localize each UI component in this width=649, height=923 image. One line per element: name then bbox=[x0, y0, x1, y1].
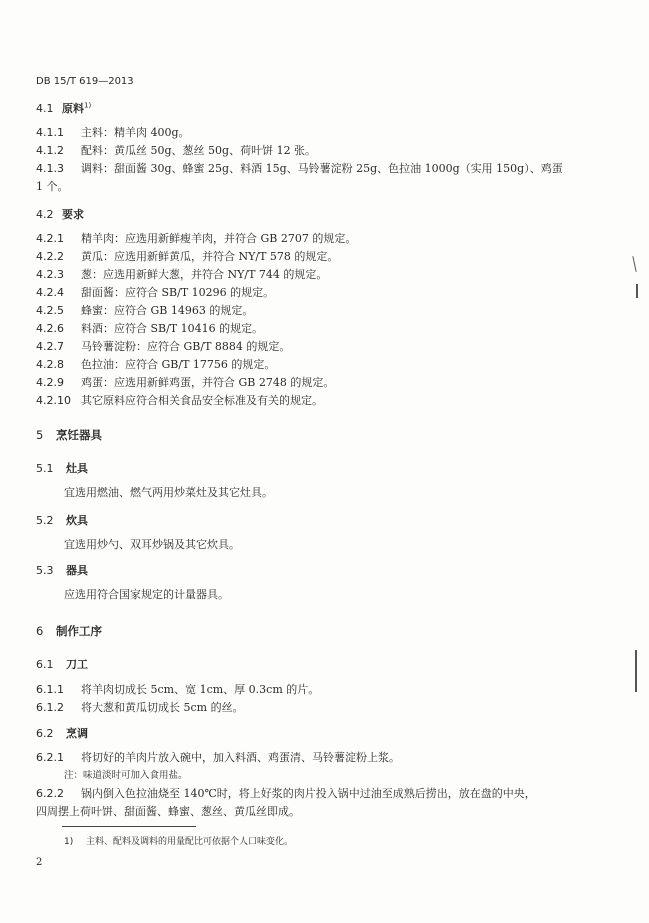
document-code: DB 15/T 619—2013 bbox=[36, 76, 134, 87]
list-item: 6.2.1 将切好的羊肉片放入碗中，加入料酒、鸡蛋清、马铃薯淀粉上浆。 bbox=[36, 751, 400, 764]
note: 注：味道淡时可加入食用盐。 bbox=[64, 770, 188, 781]
list-item-continuation: 1 个。 bbox=[36, 180, 69, 193]
list-item-continuation: 四周摆上荷叶饼、甜面酱、蜂蜜、葱丝、黄瓜丝即成。 bbox=[36, 805, 300, 818]
list-item: 4.2.4 甜面酱：应符合 SB/T 10296 的规定。 bbox=[36, 286, 275, 299]
list-item: 6.1.1 将羊肉切成长 5cm、宽 1cm、厚 0.3cm 的片。 bbox=[36, 683, 320, 696]
list-item: 4.2.2 黄瓜：应选用新鲜黄瓜，并符合 NY/T 578 的规定。 bbox=[36, 250, 339, 263]
list-item: 6.1.2 将大葱和黄瓜切成长 5cm 的丝。 bbox=[36, 701, 244, 714]
heading-5: 5 烹饪器具 bbox=[36, 428, 102, 442]
list-item: 4.2.1 精羊肉：应选用新鲜瘦羊肉，并符合 GB 2707 的规定。 bbox=[36, 232, 357, 245]
footnote: 1) 主料、配料及调料的用量配比可依据个人口味变化。 bbox=[64, 837, 294, 847]
heading-6-2: 6.2 烹调 bbox=[36, 727, 88, 740]
heading-number: 4.1 bbox=[36, 102, 54, 115]
page-number: 2 bbox=[36, 857, 43, 868]
scan-artifact bbox=[632, 256, 636, 272]
footnote-divider bbox=[62, 826, 196, 827]
list-item: 4.2.7 马铃薯淀粉：应符合 GB/T 8884 的规定。 bbox=[36, 340, 291, 353]
list-item: 6.2.2 锅内倒入色拉油烧至 140℃时，将上好浆的肉片投入锅中过油至成熟后捞出，放在盘的中央， bbox=[36, 787, 536, 800]
list-item: 4.1.1 主料：精羊肉 400g。 bbox=[36, 126, 190, 139]
list-item: 4.2.3 葱：应选用新鲜大葱，并符合 NY/T 744 的规定。 bbox=[36, 268, 328, 281]
heading-4-2: 4.2 要求 bbox=[36, 208, 84, 221]
list-item: 4.2.9 鸡蛋：应选用新鲜鸡蛋，并符合 GB 2748 的规定。 bbox=[36, 376, 335, 389]
list-item: 4.2.5 蜂蜜：应符合 GB 14963 的规定。 bbox=[36, 304, 254, 317]
heading-title: 原料 bbox=[62, 102, 84, 115]
footnote-reference: 1) bbox=[84, 101, 92, 110]
paragraph: 宜选用炒勺、双耳炒锅及其它炊具。 bbox=[64, 538, 240, 551]
list-item: 4.2.8 色拉油：应符合 GB/T 17756 的规定。 bbox=[36, 358, 276, 371]
paragraph: 应选用符合国家规定的计量器具。 bbox=[64, 588, 229, 601]
heading-5-1: 5.1 灶具 bbox=[36, 462, 88, 475]
scan-artifact bbox=[636, 284, 638, 298]
paragraph: 宜选用燃油、燃气两用炒菜灶及其它灶具。 bbox=[64, 486, 273, 499]
list-item: 4.1.3 调料：甜面酱 30g、蜂蜜 25g、料酒 15g、马铃薯淀粉 25g、色拉油 1000g（实用 150g）、鸡蛋 bbox=[36, 162, 563, 175]
scan-artifact bbox=[635, 650, 637, 692]
heading-6: 6 制作工序 bbox=[36, 624, 102, 638]
heading-4-1 bbox=[36, 102, 91, 116]
heading-6-1: 6.1 刀工 bbox=[36, 658, 88, 671]
heading-5-2: 5.2 炊具 bbox=[36, 514, 88, 527]
list-item: 4.2.10 其它原料应符合相关食品安全标准及有关的规定。 bbox=[36, 394, 323, 407]
list-item: 4.1.2 配料：黄瓜丝 50g、葱丝 50g、荷叶饼 12 张。 bbox=[36, 144, 317, 157]
list-item: 4.2.6 料酒：应符合 SB/T 10416 的规定。 bbox=[36, 322, 264, 335]
heading-5-3: 5.3 器具 bbox=[36, 564, 88, 577]
